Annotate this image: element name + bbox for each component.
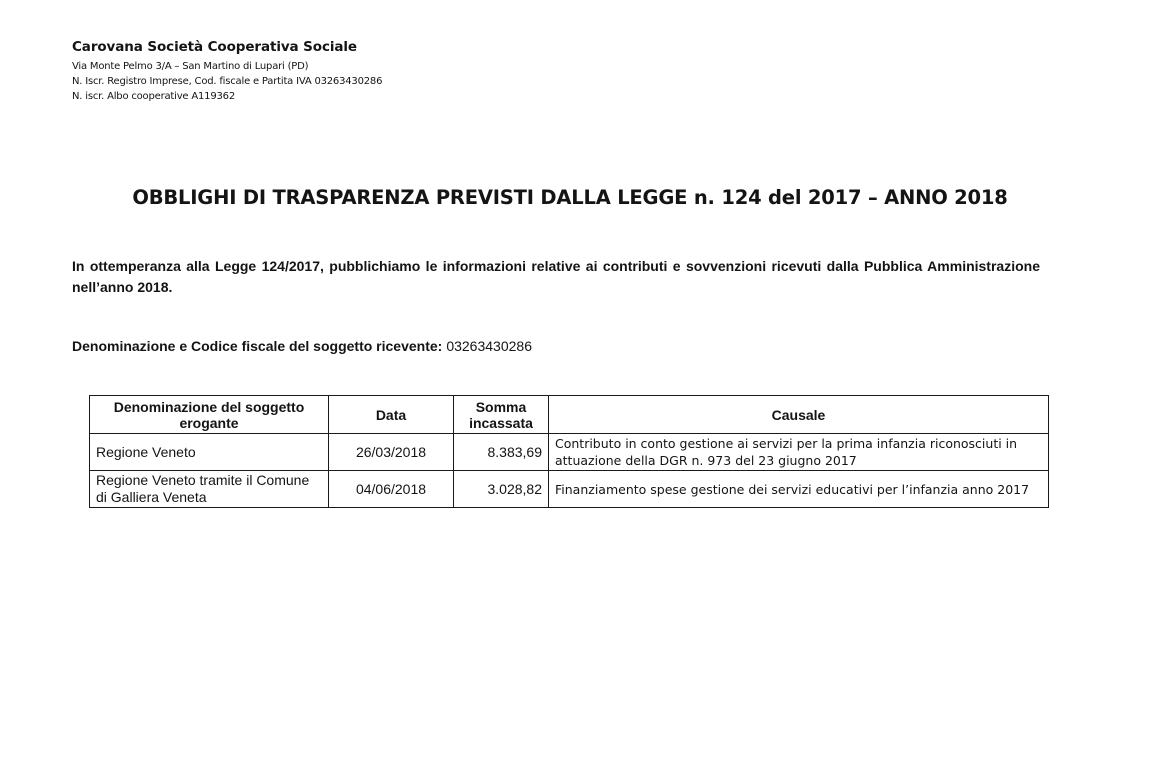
row-ente: Regione Veneto	[90, 434, 329, 471]
table-header-row	[90, 396, 1049, 434]
recipient-line	[72, 336, 532, 357]
organization-registry: N. Iscr. Registro Imprese, Cod. fiscale e Partita IVA 03263430286	[72, 76, 383, 87]
organization-albo: N. iscr. Albo cooperative A119362	[72, 91, 235, 102]
row-somma: 3.028,82	[454, 471, 549, 508]
header-somma: Somma incassata	[454, 396, 549, 434]
row-somma: 8.383,69	[454, 434, 549, 471]
organization-name: Carovana Società Cooperativa Sociale	[72, 39, 357, 55]
document-title: OBBLIGHI DI TRASPARENZA PREVISTI DALLA LEGGE n. 124 del 2017 – ANNO 2018	[132, 186, 1008, 209]
header-causale: Causale	[549, 396, 1049, 434]
contributions-table	[89, 395, 1049, 508]
row-data: 04/06/2018	[329, 471, 454, 508]
header-data: Data	[329, 396, 454, 434]
row-causale: Finanziamento spese gestione dei servizi educativi per l’infanzia anno 2017	[549, 471, 1049, 508]
recipient-tax-code: 03263430286	[446, 338, 532, 354]
table-row	[90, 434, 1049, 471]
row-causale: Contributo in conto gestione ai servizi per la prima infanzia riconosciuti in attuazione della DGR n. 973 del 23 giugno 2017	[549, 434, 1049, 471]
intro-paragraph: In ottemperanza alla Legge 124/2017, pubblichiamo le informazioni relative ai contributi e sovvenzioni ricevuti dalla Pubblica Amministrazione nell’anno 2018.	[72, 258, 1040, 295]
table-row	[90, 471, 1049, 508]
row-data: 26/03/2018	[329, 434, 454, 471]
header-ente: Denominazione del soggetto erogante	[90, 396, 329, 434]
organization-address: Via Monte Pelmo 3/A – San Martino di Lupari (PD)	[72, 61, 309, 72]
row-ente: Regione Veneto tramite il Comune di Galliera Veneta	[90, 471, 329, 508]
recipient-label: Denominazione e Codice fiscale del soggetto ricevente:	[72, 338, 443, 354]
organization-header	[72, 38, 382, 104]
